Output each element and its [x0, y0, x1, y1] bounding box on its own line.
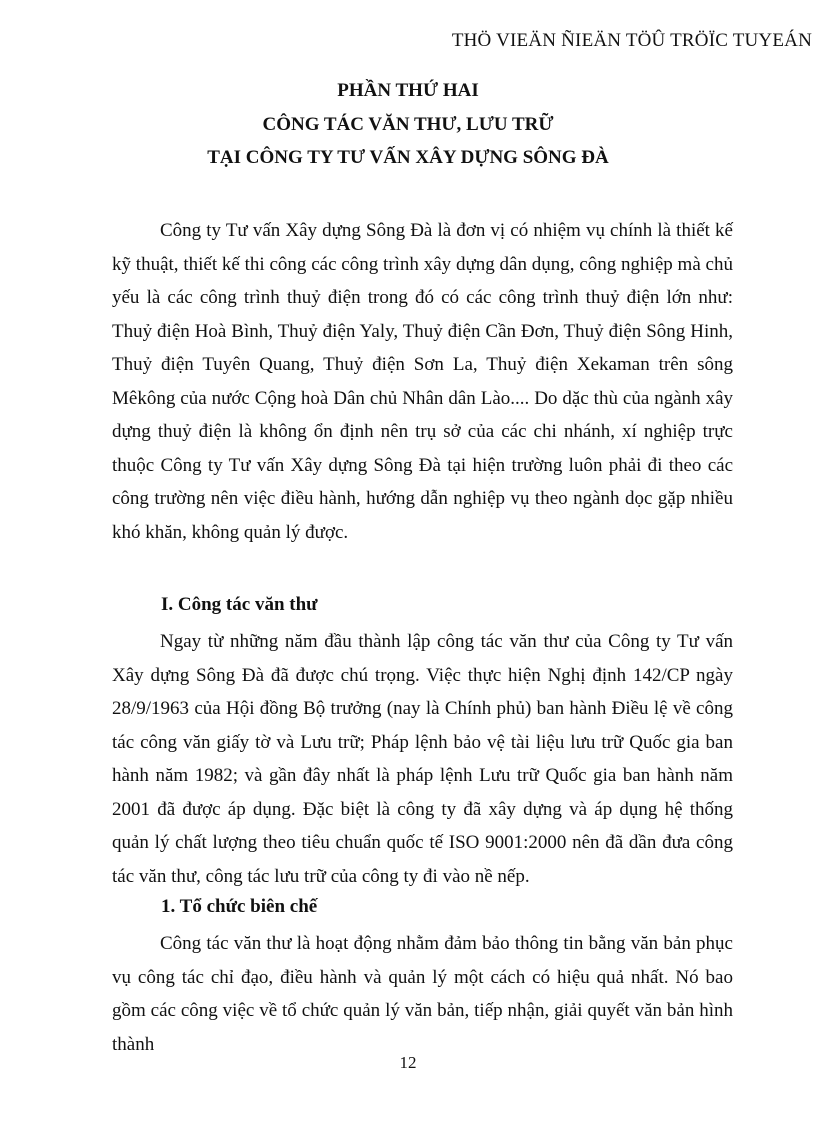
running-header: THÖ VIEÄN ÑIEÄN TÖÛ TRÖÏC TUYEÁN: [451, 30, 812, 51]
chapter-title: CÔNG TÁC VĂN THƯ, LƯU TRỮ: [262, 114, 554, 135]
subsection-paragraph: Công tác văn thư là hoạt động nhằm đảm bảo thông tin bằng văn bản phục vụ công tác chỉ đạo, điều hành và quản lý một cách có hiệu quả nhất. Nó bao gồm các công việc về tổ chức quản lý văn bản, tiếp nhận, giải quyết văn bản hình thành: [112, 933, 733, 1055]
chapter-subtitle: TẠI CÔNG TY TƯ VẤN XÂY DỰNG SÔNG ĐÀ: [207, 147, 609, 168]
part-title: PHẦN THỨ HAI: [337, 80, 479, 101]
intro-paragraph-block: [112, 214, 733, 549]
intro-paragraph: Công ty Tư vấn Xây dựng Sông Đà là đơn vị có nhiệm vụ chính là thiết kế kỹ thuật, thiết kế thi công các công trình xây dựng dân dụng, công nghiệp mà chủ yếu là các công trình thuỷ điện trong đó có các công trình thuỷ điện lớn như: Thuỷ điện Hoà Bình, Thuỷ điện Yaly, Thuỷ điện Cần Đơn, Thuỷ điện Sông Hinh, Thuỷ điện Tuyên Quang, Thuỷ điện Sơn La, Thuỷ điện Xekaman trên sông Mêkông của nước Cộng hoà Dân chủ Nhân dân Lào.... Do dặc thù của ngành xây dựng thuỷ điện là không ổn định nên trụ sở của các chi nhánh, xí nghiệp trực thuộc Công ty Tư vấn Xây dựng Sông Đà tại hiện trường luôn phải đi theo các công trường nên việc điều hành, hướng dẫn nghiệp vụ theo ngành dọc gặp nhiều khó khăn, không quản lý được.: [112, 220, 733, 543]
section-paragraph-block: [112, 625, 733, 893]
subsection-paragraph-block: [112, 927, 733, 1061]
section-paragraph: Ngay từ những năm đầu thành lập công tác văn thư của Công ty Tư vấn Xây dựng Sông Đà đã được chú trọng. Việc thực hiện Nghị định 142/CP ngày 28/9/1963 của Hội đồng Bộ trưởng (nay là Chính phủ) ban hành Điều lệ về công tác công văn giấy tờ và Lưu trữ; Pháp lệnh bảo vệ tài liệu lưu trữ Quốc gia ban hành năm 1982; và gần đây nhất là pháp lệnh Lưu trữ Quốc gia ban hành năm 2001 đã được áp dụng. Đặc biệt là công ty đã xây dựng và áp dụng hệ thống quản lý chất lượng theo tiêu chuẩn quốc tế ISO 9001:2000 nên đã dần đưa công tác văn thư, công tác lưu trữ của công ty đi vào nề nếp.: [112, 631, 733, 887]
page-number: 12: [399, 1053, 417, 1072]
subsection-heading: 1. Tổ chức biên chế: [161, 896, 318, 917]
section-heading: I. Công tác văn thư: [161, 594, 318, 615]
